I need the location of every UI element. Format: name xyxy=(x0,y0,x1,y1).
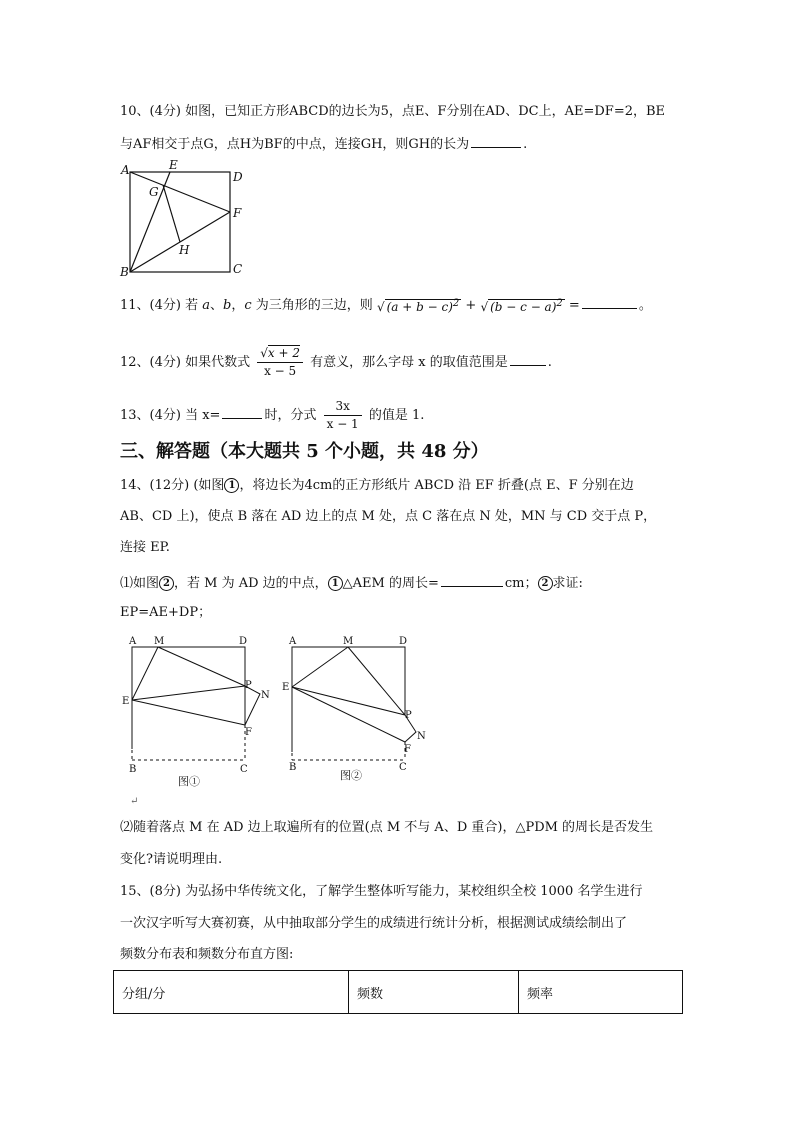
label-h: H xyxy=(179,243,190,257)
q10-square-figure xyxy=(115,155,255,280)
table-header-group: 分组/分 xyxy=(114,971,349,1014)
q15-line2: 一次汉字听写大赛初赛，从中抽取部分学生的成绩进行统计分析，根据测试成绩绘制出了 xyxy=(120,916,628,931)
q14-part1: ⑴如图 2 ，若 M 为 AD 边的中点， 1 △AEM 的周长= cm； 2 求证: xyxy=(120,572,583,594)
fig2-outline xyxy=(292,647,405,752)
fig1-caption: 图① xyxy=(178,775,200,788)
svg-text:P: P xyxy=(245,680,252,691)
q14-part2-line1: ⑵随着落点 M 在 AD 边上取遍所有的位置(点 M 不与 A、D 重合)，△PDM 的周长是否发生 xyxy=(120,820,654,835)
fig1-seg-ef xyxy=(132,700,245,725)
svg-text:E: E xyxy=(282,682,290,693)
q11-line: 11、(4分) 若 a、b，c 为三角形的三边，则 √ $(a + b - c)^2$ + √ $(b - c - a)^2$ = 。 xyxy=(120,294,652,317)
q13-fraction: $\frac{3x}{x - 1}$ xyxy=(324,398,362,433)
svg-text:M: M xyxy=(154,636,165,647)
label-f: F xyxy=(233,206,242,220)
q12-line: 12、(4分) 如果代数式 $\frac{√x + 2}{x - 5}$ 有意义，那么字母 x 的取值范围是 . xyxy=(120,346,552,378)
svg-text:B: B xyxy=(289,762,297,773)
table-header-rate: 频率 xyxy=(519,971,683,1014)
q14-part2-line2: 变化?请说明理由. xyxy=(120,852,223,867)
q10-answer-blank[interactable] xyxy=(471,133,521,148)
svg-text:C: C xyxy=(399,762,407,773)
segment-gh xyxy=(163,185,180,242)
fig2-caption: 图② xyxy=(340,769,362,782)
svg-text:N: N xyxy=(261,690,270,701)
q11-answer-blank[interactable] xyxy=(582,294,637,309)
q13-line: 13、(4分) 当 x= 时，分式 $\frac{3x}{x - 1}$ 的值是 1. xyxy=(120,399,425,431)
section-3-heading: 三、解答题（本大题共 5 个小题，共 48 分） xyxy=(120,441,489,462)
label-b: B xyxy=(120,265,129,279)
q14-part1-proof: EP=AE+DP； xyxy=(120,605,212,620)
q14-figure-2 xyxy=(280,632,440,792)
svg-text:B: B xyxy=(129,764,137,775)
q11-sqrt-2: √ $(b - c - a)^2$ xyxy=(480,298,563,314)
q14-perimeter-blank[interactable] xyxy=(441,572,503,587)
q11-sqrt-1: √ $(a + b - c)^2$ xyxy=(376,298,460,314)
svg-text:C: C xyxy=(240,764,248,775)
svg-text:F: F xyxy=(404,744,411,755)
fig2-seg-mn-nf xyxy=(348,647,416,742)
square-abcd xyxy=(130,172,230,272)
svg-text:P: P xyxy=(405,710,412,721)
fig2-seg-me xyxy=(292,647,348,687)
fig2-seg-ep xyxy=(292,687,405,715)
q10-line2: 与AF相交于点G，点H为BF的中点，连接GH，则GH的长为 . xyxy=(120,133,527,155)
svg-text:A: A xyxy=(129,636,137,647)
q10-line1: 10、(4分) 如图，已知正方形ABCD的边长为5，点E、F分别在AD、DC上，AE=DF=2，BE xyxy=(120,104,666,119)
svg-text:N: N xyxy=(417,731,426,742)
frequency-table xyxy=(113,970,683,1014)
svg-text:D: D xyxy=(239,636,248,647)
svg-text:F: F xyxy=(245,727,252,738)
q15-line3: 频数分布表和频数分布直方图: xyxy=(120,947,294,962)
svg-text:M: M xyxy=(343,636,354,647)
label-c: C xyxy=(233,262,243,276)
fig1-seg-me xyxy=(132,647,158,700)
return-mark: ↵ xyxy=(130,796,139,807)
q14-line3: 连接 EP. xyxy=(120,540,170,555)
q14-line1: 14、(12分) (如图 1 ，将边长为4cm的正方形纸片 ABCD 沿 EF 折叠(点 E、F 分别在边 xyxy=(120,478,634,493)
q12-answer-blank[interactable] xyxy=(510,351,546,366)
table-header-row xyxy=(114,971,683,1014)
label-g: G xyxy=(149,185,159,199)
label-a: A xyxy=(121,163,130,177)
fig1-seg-ep xyxy=(132,686,245,700)
segment-af xyxy=(130,172,230,212)
svg-text:E: E xyxy=(122,696,130,707)
svg-text:D: D xyxy=(399,636,408,647)
label-d: D xyxy=(233,170,243,184)
svg-text:A: A xyxy=(289,636,297,647)
q14-line2: AB、CD 上)，使点 B 落在 AD 边上的点 M 处，点 C 落在点 N 处，MN 与 CD 交于点 P， xyxy=(120,509,657,524)
table-header-frequency: 频数 xyxy=(349,971,519,1014)
q12-fraction: $\frac{√x + 2}{x - 5}$ xyxy=(257,345,303,380)
q13-answer-blank[interactable] xyxy=(222,404,262,419)
label-e: E xyxy=(169,158,178,172)
q15-line1: 15、(8分) 为弘扬中华传统文化，了解学生整体听写能力，某校组织全校 1000 名学生进行 xyxy=(120,884,643,899)
q14-figure-1 xyxy=(120,632,280,792)
